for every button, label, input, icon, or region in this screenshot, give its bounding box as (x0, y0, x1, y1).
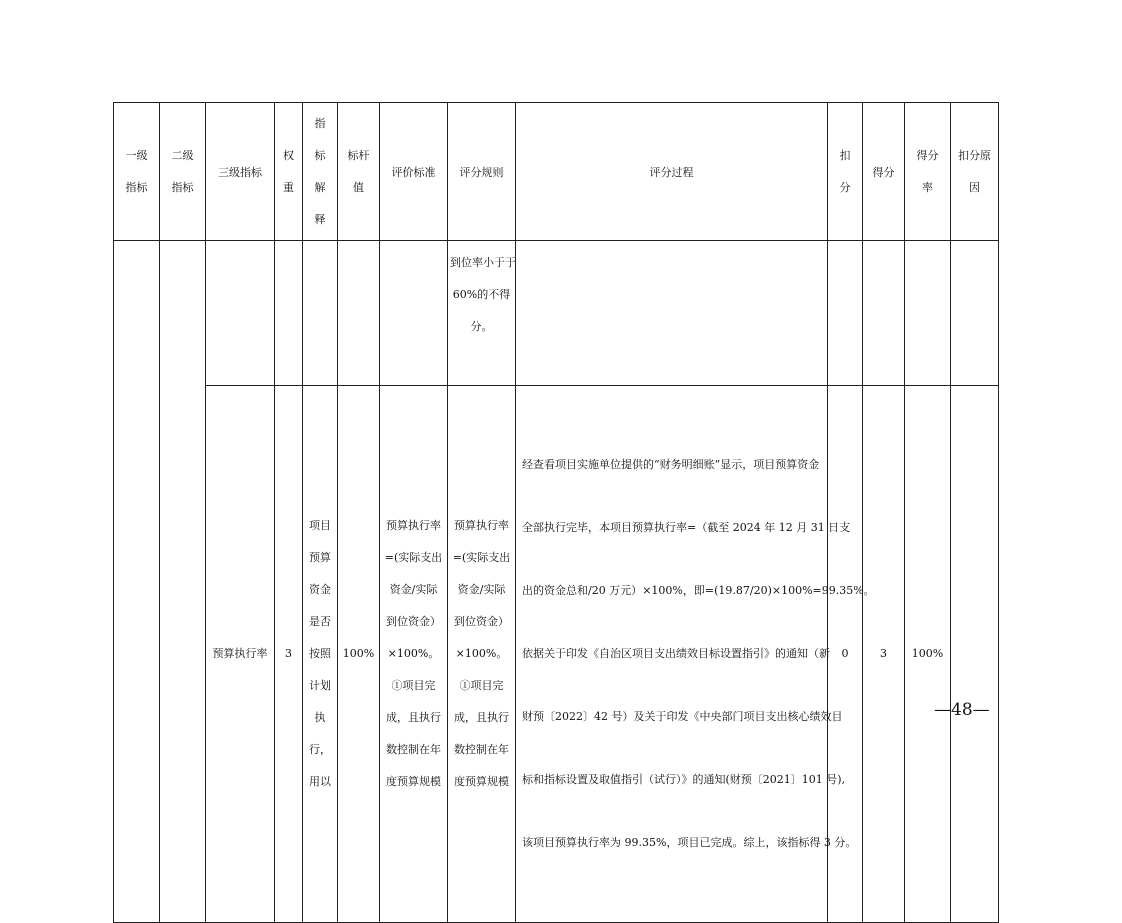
cell-process (516, 241, 828, 386)
table-row (114, 386, 999, 923)
header-weight: 权重 (275, 103, 303, 241)
cell-rate: 100% (905, 386, 951, 923)
cell-weight (275, 241, 303, 386)
cell-rule: 预算执行率 =(实际支出 资金/实际 到位资金） ×100%。 ①项目完 成，且执行 数控制在年 度预算规模 (448, 386, 516, 923)
cell-score (863, 241, 905, 386)
table-row (114, 241, 999, 386)
cell-benchmark (338, 241, 380, 386)
header-rate: 得分率 (905, 103, 951, 241)
cell-rule: 到位率小于于 60%的不得 分。 (448, 241, 516, 386)
cell-standard (380, 241, 448, 386)
header-score: 得分 (863, 103, 905, 241)
cell-reason (951, 386, 999, 923)
header-explain: 指标解释 (303, 103, 338, 241)
header-deduct: 扣分 (828, 103, 863, 241)
cell-score: 3 (863, 386, 905, 923)
cell-level3: 预算执行率 (206, 386, 275, 923)
header-row (114, 103, 999, 241)
cell-level3 (206, 241, 275, 386)
header-rule: 评分规则 (448, 103, 516, 241)
header-standard: 评价标准 (380, 103, 448, 241)
header-process: 评分过程 (516, 103, 828, 241)
cell-deduct: 0 (828, 386, 863, 923)
cell-level2 (160, 241, 206, 923)
cell-level1 (114, 241, 160, 923)
header-level3: 三级指标 (206, 103, 275, 241)
cell-benchmark: 100% (338, 386, 380, 923)
header-reason: 扣分原因 (951, 103, 999, 241)
cell-reason (951, 241, 999, 386)
cell-standard: 预算执行率 =(实际支出 资金/实际 到位资金） ×100%。 ①项目完 成，且执行 数控制在年 度预算规模 (380, 386, 448, 923)
evaluation-table (113, 102, 999, 923)
header-benchmark: 标杆值 (338, 103, 380, 241)
cell-explain: 项目预算资金是否按照计划执行，用以 (303, 386, 338, 923)
header-level2: 二级指标 (160, 103, 206, 241)
cell-weight: 3 (275, 386, 303, 923)
cell-rate (905, 241, 951, 386)
cell-deduct (828, 241, 863, 386)
header-level1: 一级指标 (114, 103, 160, 241)
cell-explain (303, 241, 338, 386)
cell-process: 经查看项目实施单位提供的“财务明细账”显示，项目预算资金 全部执行完毕，本项目预算执行率=（截至 2024 年 12 月 31 日支 出的资金总和/20 万元）×100%，即=(19.87/20)×100%=99.35%。 依据关于印发《自治区项目支出绩效目标设置指引》的通知（新 财预〔2022〕42 号）及关于印发《中央部门项目支出核心绩效目 标和指标设置及取值指引（试行）》的通知(财预〔2021〕101 号), 该项目预算执行率为 99.35%，项目已完成。综上，该指标得 3 分。 (516, 386, 828, 923)
page-number: —48— (934, 700, 990, 720)
